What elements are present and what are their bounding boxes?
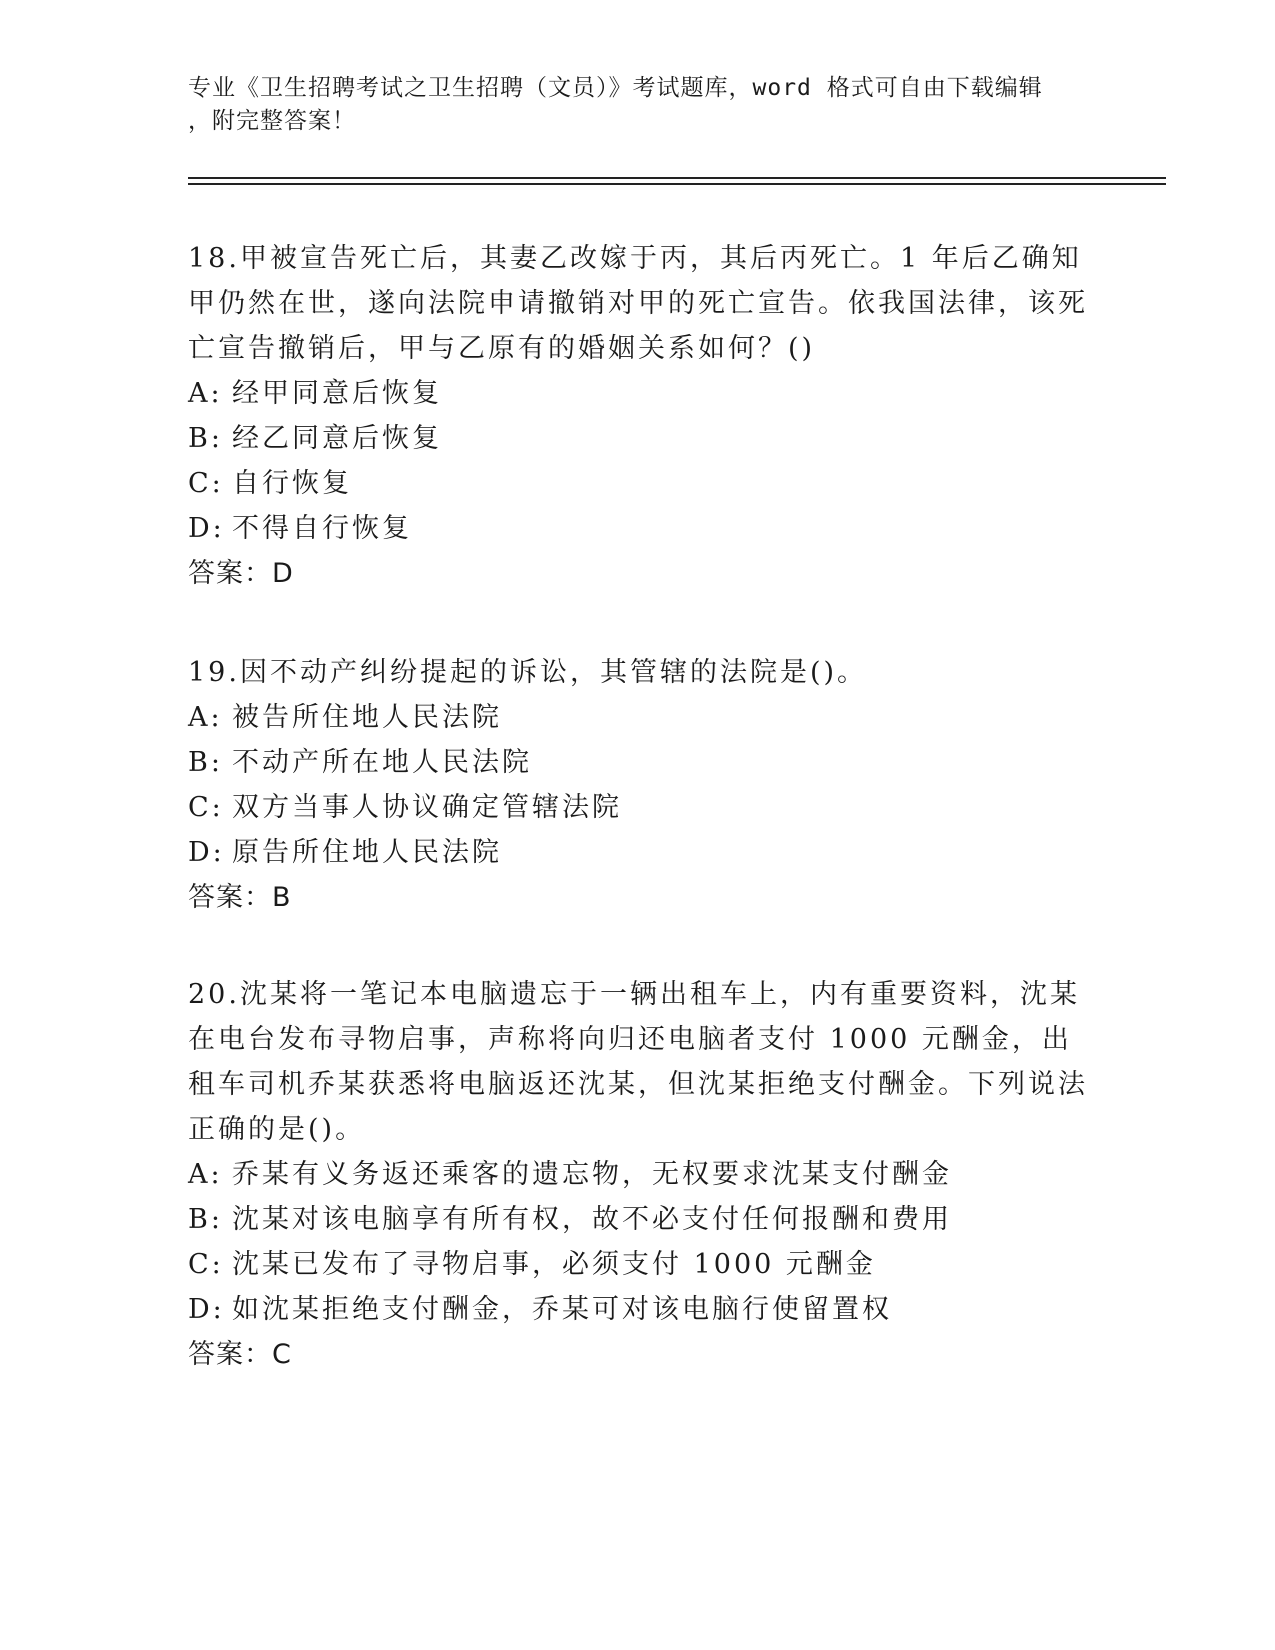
option-letter: D: <box>188 837 225 868</box>
option-text: 原告所住地人民法院 <box>232 837 502 868</box>
option-text: 不得自行恢复 <box>232 513 412 544</box>
option-text: 自行恢复 <box>232 468 352 499</box>
header-divider-top <box>188 177 1166 179</box>
question-19 <box>188 650 1088 920</box>
header-line-2: ，附完整答案！ <box>188 108 356 134</box>
header-line-1: 专业《卫生招聘考试之卫生招聘（文员）》考试题库，word 格式可自由下载编辑 <box>188 75 1043 101</box>
option-letter: C: <box>188 468 224 499</box>
option-text: 经甲同意后恢复 <box>232 378 442 409</box>
option-text: 被告所住地人民法院 <box>232 702 502 733</box>
option-letter: D: <box>188 1294 225 1325</box>
document-header <box>188 72 1068 138</box>
option-a <box>188 695 1088 740</box>
question-text: 19.因不动产纠纷提起的诉讼，其管辖的法院是()。 <box>188 657 868 688</box>
question-text: 18.甲被宣告死亡后，其妻乙改嫁于丙，其后丙死亡。1 年后乙确知甲仍然在世，遂向法院申请撤销对甲的死亡宣告。依我国法律，该死亡宣告撤销后，甲与乙原有的婚姻关系如何？() <box>188 243 1088 364</box>
option-b <box>188 416 1088 461</box>
option-text: 乔某有义务返还乘客的遗忘物，无权要求沈某支付酬金 <box>232 1159 952 1190</box>
option-letter: C: <box>188 792 224 823</box>
option-d <box>188 830 1088 875</box>
option-b <box>188 1197 1088 1242</box>
header-divider-bottom <box>188 183 1166 185</box>
option-text: 经乙同意后恢复 <box>232 423 442 454</box>
option-b <box>188 740 1088 785</box>
option-letter: D: <box>188 513 225 544</box>
answer-line: 答案：B <box>188 882 292 913</box>
option-text: 双方当事人协议确定管辖法院 <box>232 792 622 823</box>
option-letter: B: <box>188 1204 223 1235</box>
option-d <box>188 506 1088 551</box>
option-letter: A: <box>188 378 223 409</box>
option-letter: B: <box>188 747 223 778</box>
question-20 <box>188 972 1088 1377</box>
option-d <box>188 1287 1088 1332</box>
option-c <box>188 785 1088 830</box>
question-text: 20.沈某将一笔记本电脑遗忘于一辆出租车上，内有重要资料，沈某在电台发布寻物启事，声称将向归还电脑者支付 1000 元酬金，出租车司机乔某获悉将电脑返还沈某，但沈某拒绝支付酬金。下列说法正确的是()。 <box>188 979 1088 1145</box>
option-text: 沈某已发布了寻物启事，必须支付 1000 元酬金 <box>232 1249 876 1280</box>
option-c <box>188 1242 1088 1287</box>
option-text: 不动产所在地人民法院 <box>232 747 532 778</box>
option-letter: A: <box>188 1159 223 1190</box>
option-a <box>188 371 1088 416</box>
option-c <box>188 461 1088 506</box>
option-a <box>188 1152 1088 1197</box>
option-text: 沈某对该电脑享有所有权，故不必支付任何报酬和费用 <box>232 1204 952 1235</box>
answer-line: 答案：C <box>188 1339 292 1370</box>
question-18 <box>188 236 1088 596</box>
option-letter: B: <box>188 423 223 454</box>
answer-line: 答案：D <box>188 558 294 589</box>
option-letter: C: <box>188 1249 224 1280</box>
option-text: 如沈某拒绝支付酬金，乔某可对该电脑行使留置权 <box>232 1294 892 1325</box>
option-letter: A: <box>188 702 223 733</box>
